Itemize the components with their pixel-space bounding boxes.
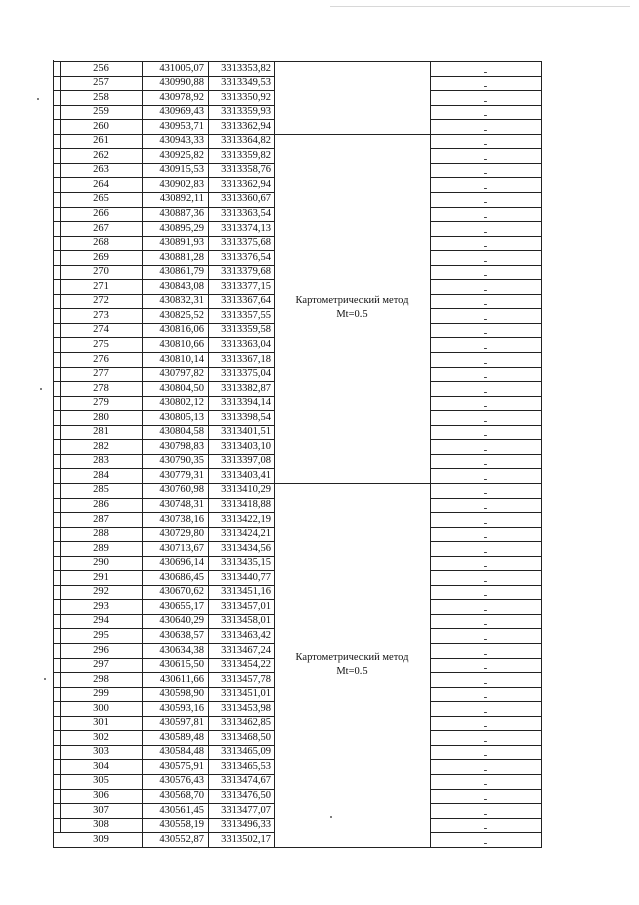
scan-speck — [40, 388, 42, 390]
dash-value: - — [483, 414, 488, 427]
dash-value: - — [483, 778, 488, 791]
dash-value: - — [483, 603, 488, 616]
scan-speck — [330, 816, 332, 818]
point-number: 306 — [93, 790, 109, 801]
coordinate-y: 3313462,85 — [221, 717, 271, 729]
scan-edge-line — [330, 6, 630, 7]
dash-value: - — [483, 632, 488, 645]
dash-value: - — [483, 341, 488, 354]
coordinate-x: 430655,17 — [159, 600, 204, 612]
coordinate-y: 3313422,19 — [221, 513, 271, 525]
coordinate-x: 430969,43 — [159, 106, 204, 118]
coordinate-y: 3313457,78 — [221, 673, 271, 685]
dash-value: - — [483, 225, 488, 238]
coordinate-y: 3313367,64 — [221, 295, 271, 307]
coordinate-y: 3313363,04 — [221, 338, 271, 350]
point-number: 304 — [93, 760, 109, 772]
dash-value: - — [483, 269, 488, 282]
coordinate-y: 3313496,33 — [221, 819, 271, 831]
point-number: 309 — [93, 833, 109, 845]
coordinate-x: 430696,14 — [159, 557, 204, 569]
dash-value: - — [483, 763, 488, 776]
coordinate-y: 3313363,54 — [221, 208, 271, 219]
point-number: 285 — [93, 484, 109, 496]
dash-value: - — [483, 371, 488, 384]
dash-value: - — [483, 254, 488, 267]
coordinate-y: 3313476,50 — [221, 790, 271, 801]
point-number: 264 — [93, 178, 109, 190]
row-rule-right — [274, 61, 542, 62]
coordinate-y: 3313451,16 — [221, 586, 271, 598]
dash-value: - — [483, 487, 488, 500]
coordinate-x: 430892,11 — [159, 193, 204, 205]
coordinate-y: 3313358,76 — [221, 164, 271, 176]
dash-value: - — [483, 618, 488, 631]
coordinate-x: 430810,66 — [159, 338, 204, 350]
point-number: 289 — [93, 542, 109, 554]
dash-value: - — [483, 749, 488, 762]
coordinate-y: 3313360,67 — [221, 193, 271, 205]
coordinate-y: 3313458,01 — [221, 615, 271, 627]
coordinate-y: 3313434,56 — [221, 542, 271, 554]
coordinate-y: 3313403,41 — [221, 469, 271, 481]
point-number: 284 — [93, 469, 109, 481]
method-label: Картометрический метод — [295, 295, 409, 307]
point-number: 268 — [93, 237, 109, 249]
coordinate-x: 430568,70 — [159, 790, 204, 801]
coordinate-x: 430748,31 — [159, 499, 204, 510]
coordinate-y: 3313350,92 — [221, 91, 271, 103]
coordinate-y: 3313468,50 — [221, 731, 271, 743]
coordinate-x: 430953,71 — [159, 120, 204, 132]
coordinate-x: 430978,92 — [159, 91, 204, 103]
point-number: 258 — [93, 91, 109, 103]
coordinate-x: 431005,07 — [159, 62, 204, 74]
dash-value: - — [483, 705, 488, 718]
dash-value: - — [483, 836, 488, 849]
coordinate-x: 430887,36 — [159, 208, 204, 219]
dash-value: - — [483, 94, 488, 107]
coordinate-x: 430738,16 — [159, 513, 204, 525]
dash-value: - — [483, 560, 488, 573]
coordinate-y: 3313440,77 — [221, 571, 271, 583]
coordinate-x: 430575,91 — [159, 760, 204, 772]
dash-value: - — [483, 516, 488, 529]
coordinate-x: 430902,83 — [159, 178, 204, 190]
dash-value: - — [483, 80, 488, 93]
coordinate-y: 3313382,87 — [221, 382, 271, 394]
coordinate-x: 430611,66 — [159, 673, 204, 685]
dash-value: - — [483, 123, 488, 136]
dash-value: - — [483, 196, 488, 209]
point-number: 257 — [93, 77, 109, 89]
point-number: 283 — [93, 455, 109, 467]
coordinate-y: 3313467,24 — [221, 644, 271, 656]
dash-value: - — [483, 443, 488, 456]
point-number: 305 — [93, 775, 109, 787]
point-number: 271 — [93, 280, 109, 292]
coordinate-x: 430943,33 — [159, 135, 204, 147]
dash-value: - — [483, 822, 488, 835]
point-number: 303 — [93, 746, 109, 758]
coordinate-x: 430790,35 — [159, 455, 204, 467]
dash-value: - — [483, 589, 488, 602]
dash-value: - — [483, 152, 488, 165]
coordinate-x: 430670,62 — [159, 586, 204, 598]
coordinate-x: 430804,50 — [159, 382, 204, 394]
dash-value: - — [483, 734, 488, 747]
point-number: 256 — [93, 62, 109, 74]
coordinate-x: 430861,79 — [159, 266, 204, 278]
coordinate-y: 3313465,09 — [221, 746, 271, 758]
point-number: 280 — [93, 411, 109, 423]
coordinate-x: 430686,45 — [159, 571, 204, 583]
dash-value: - — [483, 181, 488, 194]
dash-value: - — [483, 109, 488, 122]
dash-value: - — [483, 472, 488, 485]
coordinate-x: 430593,16 — [159, 702, 204, 714]
point-number: 270 — [93, 266, 109, 278]
point-number: 276 — [93, 353, 109, 365]
coordinate-y: 3313465,53 — [221, 760, 271, 772]
coordinate-x: 430895,29 — [159, 222, 204, 234]
scan-speck — [37, 98, 39, 100]
coordinate-y: 3313410,29 — [221, 484, 271, 496]
coordinate-y: 3313359,58 — [221, 324, 271, 336]
point-number: 260 — [93, 120, 109, 132]
point-number: 300 — [93, 702, 109, 714]
coordinate-y: 3313394,14 — [221, 397, 271, 409]
coordinate-x: 430561,45 — [159, 804, 204, 816]
coordinate-y: 3313357,55 — [221, 309, 271, 321]
coordinate-y: 3313474,67 — [221, 775, 271, 787]
point-number: 272 — [93, 295, 109, 307]
row-rule — [53, 847, 275, 848]
coordinate-x: 430810,14 — [159, 353, 204, 365]
point-number: 281 — [93, 426, 109, 438]
point-number: 307 — [93, 804, 109, 816]
dash-value: - — [483, 400, 488, 413]
coordinate-y: 3313359,82 — [221, 149, 271, 161]
dash-value: - — [483, 167, 488, 180]
dash-value: - — [483, 458, 488, 471]
coordinate-y: 3313375,68 — [221, 237, 271, 249]
point-number: 299 — [93, 688, 109, 700]
coordinate-x: 430804,58 — [159, 426, 204, 438]
coordinate-y: 3313374,13 — [221, 222, 271, 234]
point-number: 294 — [93, 615, 109, 627]
coordinate-y: 3313435,15 — [221, 557, 271, 569]
point-number: 277 — [93, 368, 109, 380]
coordinate-x: 430598,90 — [159, 688, 204, 700]
coordinate-x: 430915,53 — [159, 164, 204, 176]
coordinate-x: 430798,83 — [159, 440, 204, 452]
point-number: 291 — [93, 571, 109, 583]
coordinate-x: 430558,19 — [159, 819, 204, 831]
coordinate-x: 430729,80 — [159, 528, 204, 540]
dash-value: - — [483, 211, 488, 223]
coordinate-y: 3313418,88 — [221, 499, 271, 510]
coordinate-y: 3313375,04 — [221, 368, 271, 380]
coordinate-x: 430825,52 — [159, 309, 204, 321]
coordinate-y: 3313463,42 — [221, 629, 271, 641]
method-label: Картометрический метод — [295, 651, 409, 663]
point-number: 269 — [93, 251, 109, 263]
point-number: 259 — [93, 106, 109, 118]
coordinate-y: 3313424,21 — [221, 528, 271, 540]
point-number: 267 — [93, 222, 109, 234]
dash-value: - — [483, 429, 488, 442]
dash-value: - — [483, 138, 488, 151]
point-number: 262 — [93, 149, 109, 161]
coordinate-y: 3313362,94 — [221, 120, 271, 132]
point-number: 278 — [93, 382, 109, 394]
coordinate-x: 430589,48 — [159, 731, 204, 743]
method-note-group-2 — [272, 651, 432, 679]
point-number: 295 — [93, 629, 109, 641]
coordinate-y: 3313398,54 — [221, 411, 271, 423]
point-number: 279 — [93, 397, 109, 409]
point-number: 266 — [93, 208, 109, 219]
dash-value: - — [483, 298, 488, 311]
dash-value: - — [483, 531, 488, 544]
point-number: 263 — [93, 164, 109, 176]
coordinate-x: 430797,82 — [159, 368, 204, 380]
coordinate-y: 3313451,01 — [221, 688, 271, 700]
dash-value: - — [483, 807, 488, 820]
dash-value: - — [483, 240, 488, 253]
coordinate-y: 3313502,17 — [221, 833, 271, 845]
coordinate-x: 430891,93 — [159, 237, 204, 249]
point-number: 287 — [93, 513, 109, 525]
coordinate-x: 430760,98 — [159, 484, 204, 496]
coordinate-y: 3313454,22 — [221, 659, 271, 671]
point-number: 274 — [93, 324, 109, 336]
dash-value: - — [483, 574, 488, 587]
dash-value: - — [483, 647, 488, 660]
dash-value: - — [483, 356, 488, 369]
point-number: 297 — [93, 659, 109, 671]
coordinate-x: 430576,43 — [159, 775, 204, 787]
coordinate-x: 430843,08 — [159, 280, 204, 292]
coordinate-y: 3313453,98 — [221, 702, 271, 714]
dash-value: - — [483, 283, 488, 296]
dash-value: - — [483, 691, 488, 704]
coordinate-y: 3313377,15 — [221, 280, 271, 292]
coordinate-y: 3313397,08 — [221, 455, 271, 467]
coordinate-x: 430597,81 — [159, 717, 204, 729]
dash-value: - — [483, 65, 488, 78]
dash-value: - — [483, 676, 488, 689]
coordinate-y: 3313376,54 — [221, 251, 271, 263]
point-number: 293 — [93, 600, 109, 612]
dash-value: - — [483, 793, 488, 805]
point-number: 290 — [93, 557, 109, 569]
coordinate-x: 430638,57 — [159, 629, 204, 641]
dash-value: - — [483, 720, 488, 733]
coordinate-y: 3313353,82 — [221, 62, 271, 74]
coordinate-x: 430779,31 — [159, 469, 204, 481]
dash-value: - — [483, 385, 488, 398]
point-number: 273 — [93, 309, 109, 321]
coordinate-y: 3313364,82 — [221, 135, 271, 147]
coordinate-x: 430881,28 — [159, 251, 204, 263]
coordinate-x: 430925,82 — [159, 149, 204, 161]
point-number: 308 — [93, 819, 109, 831]
coordinate-y: 3313401,51 — [221, 426, 271, 438]
coordinate-x: 430802,12 — [159, 397, 204, 409]
method-accuracy: Mt=0.5 — [336, 309, 368, 321]
point-number: 302 — [93, 731, 109, 743]
coordinate-x: 430552,87 — [159, 833, 204, 845]
coordinate-x: 430640,29 — [159, 615, 204, 627]
point-number: 265 — [93, 193, 109, 205]
method-accuracy: Mt=0.5 — [336, 665, 368, 677]
coordinate-y: 3313362,94 — [221, 178, 271, 190]
coordinate-y: 3313477,07 — [221, 804, 271, 816]
dash-value: - — [483, 327, 488, 340]
point-number: 301 — [93, 717, 109, 729]
point-number: 286 — [93, 499, 109, 510]
point-number: 288 — [93, 528, 109, 540]
coordinate-x: 430832,31 — [159, 295, 204, 307]
coordinate-x: 430990,88 — [159, 77, 204, 89]
coordinate-y: 3313367,18 — [221, 353, 271, 365]
coordinate-y: 3313457,01 — [221, 600, 271, 612]
coordinate-y: 3313379,68 — [221, 266, 271, 278]
dash-value: - — [483, 545, 488, 558]
scan-speck — [44, 678, 46, 680]
dash-value: - — [483, 662, 488, 675]
coordinate-x: 430584,48 — [159, 746, 204, 758]
point-number: 261 — [93, 135, 109, 147]
coordinate-x: 430634,38 — [159, 644, 204, 656]
point-number: 298 — [93, 673, 109, 685]
coordinate-x: 430713,67 — [159, 542, 204, 554]
point-number: 275 — [93, 338, 109, 350]
coordinate-x: 430816,06 — [159, 324, 204, 336]
coordinate-y: 3313403,10 — [221, 440, 271, 452]
dash-value: - — [483, 312, 488, 325]
method-note-group-1 — [272, 294, 432, 322]
coordinate-y: 3313359,93 — [221, 106, 271, 118]
point-number: 282 — [93, 440, 109, 452]
coordinate-x: 430805,13 — [159, 411, 204, 423]
point-number: 292 — [93, 586, 109, 598]
dash-value: - — [483, 502, 488, 514]
point-number: 296 — [93, 644, 109, 656]
coordinate-y: 3313349,53 — [221, 77, 271, 89]
coordinate-x: 430615,50 — [159, 659, 204, 671]
